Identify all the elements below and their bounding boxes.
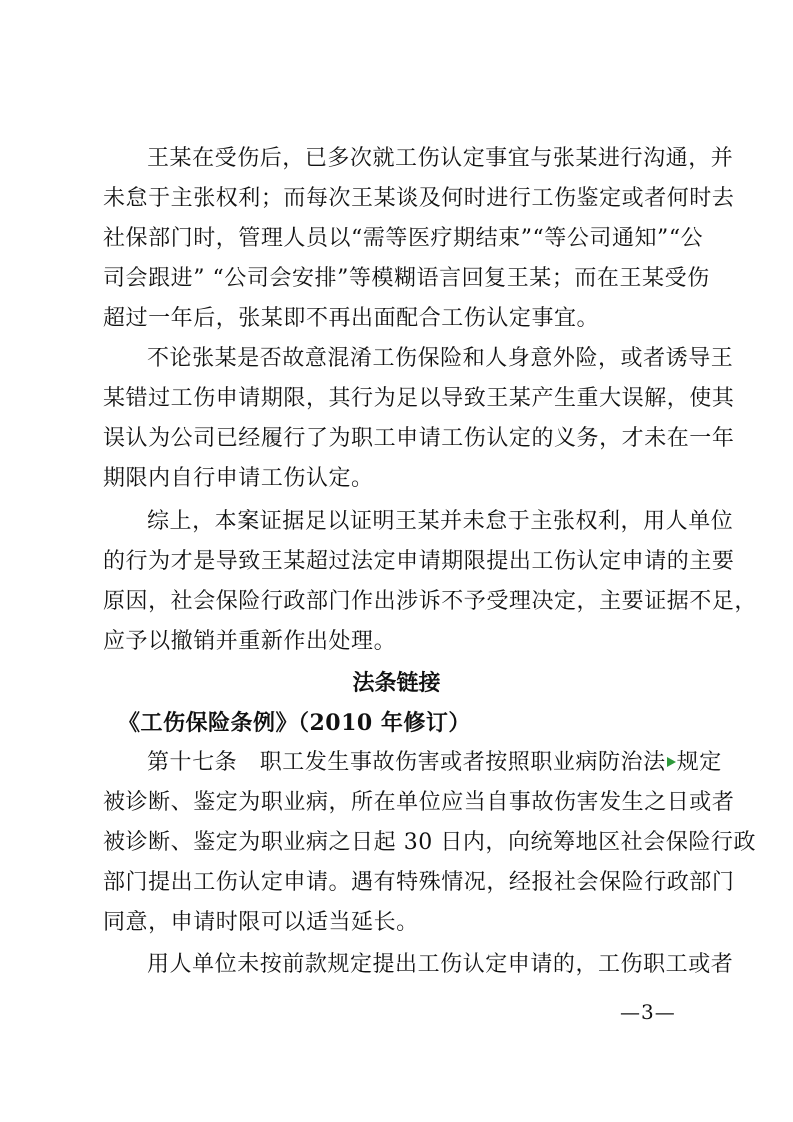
paragraph-2-line-1: 不论张某是否故意混淆工伤保险和人身意外险，或者诱导王 xyxy=(147,346,734,371)
paragraph-2-line-2: 某错过工伤申请期限，其行为足以导致王某产生重大误解，使其 xyxy=(103,386,735,411)
paragraph-1-line-3: 社保部门时，管理人员以“需等医疗期结束”“等公司通知”“公 xyxy=(103,226,704,251)
final-paragraph-line-1: 用人单位未按前款规定提出工伤认定申请的，工伤职工或者 xyxy=(147,952,734,977)
paragraph-3-line-2: 的行为才是导致王某超过法定申请期限提出工伤认定申请的主要 xyxy=(103,549,735,574)
paragraph-1-line-5: 超过一年后，张某即不再出面配合工伤认定事宜。 xyxy=(103,306,600,331)
paragraph-3-line-1: 综上，本案证据足以证明王某并未怠于主张权利，用人单位 xyxy=(147,509,734,534)
paragraph-1-line-1: 王某在受伤后，已多次就工伤认定事宜与张某进行沟通，并 xyxy=(147,146,734,171)
article-line-1 xyxy=(147,750,722,776)
paragraph-1-line-2: 未怠于主张权利；而每次王某谈及何时进行工伤鉴定或者何时去 xyxy=(103,186,735,211)
paragraph-2-line-3: 误认为公司已经履行了为职工申请工伤认定的义务，才未在一年 xyxy=(103,426,735,451)
article-line-1-tail: 规定 xyxy=(676,750,722,775)
paragraph-2-line-4: 期限内自行申请工伤认定。 xyxy=(103,466,374,491)
law-title: 《工伤保险条例》（2010 年修订） xyxy=(118,710,471,736)
paragraph-3-line-3: 原因，社会保险行政部门作出涉诉不予受理决定，主要证据不足， xyxy=(103,589,757,614)
article-line-4: 部门提出工伤认定申请。遇有特殊情况，经报社会保险行政部门 xyxy=(103,870,735,895)
article-line-3: 被诊断、鉴定为职业病之日起 30 日内，向统筹地区社会保险行政 xyxy=(103,830,757,855)
section-title: 法条链接 xyxy=(352,670,441,696)
article-line-5: 同意，申请时限可以适当延长。 xyxy=(103,910,419,935)
paragraph-1-line-4: 司会跟进” “公司会安排”等模糊语言回复王某；而在王某受伤 xyxy=(103,266,710,291)
article-line-1-text: 第十七条 职工发生事故伤害或者按照职业病防治法 xyxy=(147,750,666,775)
page-number: —3— xyxy=(620,1000,676,1024)
article-line-2: 被诊断、鉴定为职业病，所在单位应当自事故伤害发生之日或者 xyxy=(103,790,735,815)
green-flag-icon[interactable] xyxy=(667,757,676,767)
paragraph-3-line-4: 应予以撤销并重新作出处理。 xyxy=(103,629,397,654)
